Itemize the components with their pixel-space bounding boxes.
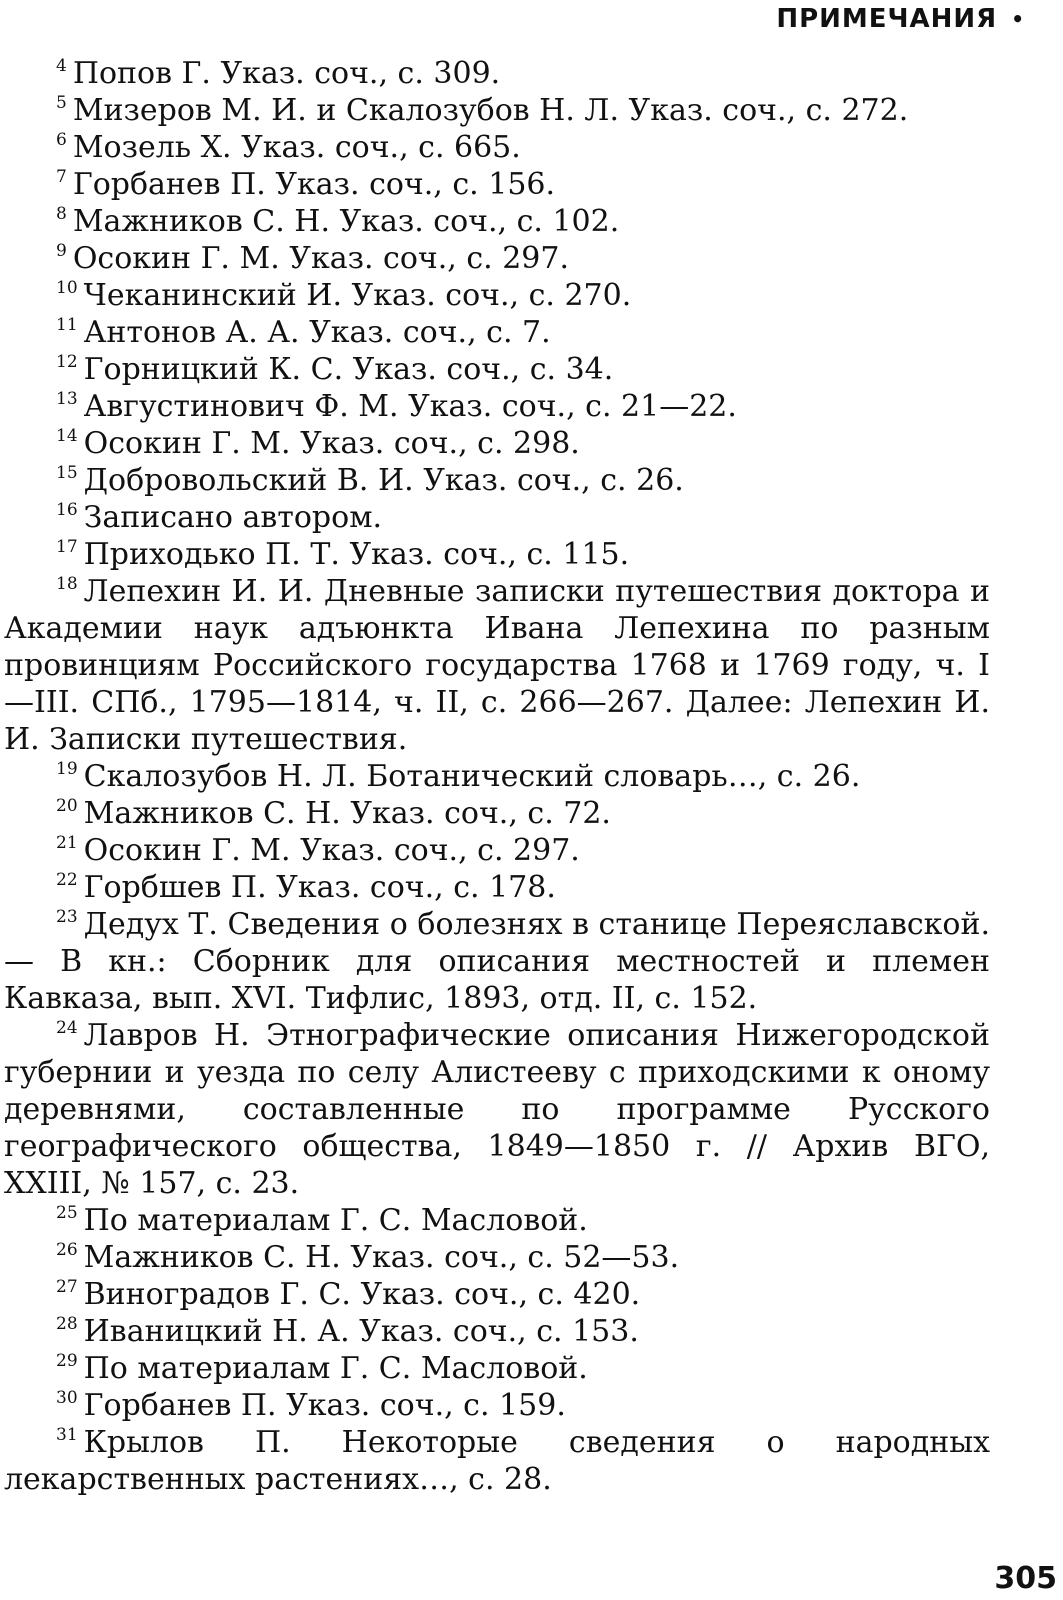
endnote-number: 29 bbox=[56, 1351, 78, 1371]
endnote-number: 21 bbox=[56, 833, 78, 853]
endnote-number: 25 bbox=[56, 1203, 78, 1223]
endnote bbox=[4, 869, 990, 906]
endnote-number: 14 bbox=[56, 426, 78, 446]
endnote-number: 28 bbox=[56, 1314, 78, 1334]
endnote bbox=[4, 536, 990, 573]
endnote bbox=[4, 166, 990, 203]
endnote-text: По материалам Г. С. Масловой. bbox=[83, 1351, 588, 1386]
endnote bbox=[4, 351, 990, 388]
endnote-number: 18 bbox=[56, 574, 78, 594]
endnote-number: 24 bbox=[56, 1018, 78, 1038]
endnote-number: 9 bbox=[56, 241, 67, 261]
endnote bbox=[4, 277, 990, 314]
endnote-number: 7 bbox=[56, 167, 67, 187]
endnote-number: 31 bbox=[56, 1425, 78, 1445]
endnote bbox=[4, 425, 990, 462]
endnote-text: Мажников С. Н. Указ. соч., с. 72. bbox=[83, 796, 611, 831]
endnote-text: Иваницкий Н. А. Указ. соч., с. 153. bbox=[83, 1314, 639, 1349]
endnote-number: 27 bbox=[56, 1277, 78, 1297]
endnote bbox=[4, 314, 990, 351]
endnote-text: Осокин Г. М. Указ. соч., с. 297. bbox=[83, 833, 580, 868]
endnote-number: 23 bbox=[56, 907, 78, 927]
endnote bbox=[4, 240, 990, 277]
endnote-text: Лепехин И. И. Дневные записки путешествия доктора и Академии наук адъюнкта Ивана Лепехина по разным провинциям Российского государства 1768 и 1769 году, ч. I—III. СПб., 1795—1814, ч. II, с. 266—267. Далее: Лепехин И. И. Записки путешествия. bbox=[4, 574, 990, 757]
endnote bbox=[4, 388, 990, 425]
endnote bbox=[4, 203, 990, 240]
endnote bbox=[4, 758, 990, 795]
endnote-number: 4 bbox=[56, 56, 67, 76]
endnote-number: 19 bbox=[56, 759, 78, 779]
endnote bbox=[4, 1276, 990, 1313]
endnote bbox=[4, 499, 990, 536]
endnote-text: Горбшев П. Указ. соч., с. 178. bbox=[83, 870, 556, 905]
endnote-text: Виноградов Г. С. Указ. соч., с. 420. bbox=[83, 1277, 641, 1312]
endnote-text: Добровольский В. И. Указ. соч., с. 26. bbox=[83, 463, 684, 498]
endnote bbox=[4, 906, 990, 1017]
endnote-text: Мизеров М. И. и Скалозубов Н. Л. Указ. соч., с. 272. bbox=[72, 93, 909, 128]
endnote-number: 5 bbox=[56, 93, 67, 113]
endnote-text: Крылов П. Некоторые сведения о народных лекарственных растениях…, с. 28. bbox=[4, 1425, 990, 1497]
endnote-text: Лавров Н. Этнографические описания Нижегородской губернии и уезда по селу Алистееву с приходскими к оному деревнями, составленные по программе Русского географического общества, 1849—1850 г. // Архив ВГО, XXIII, № 157, с. 23. bbox=[4, 1018, 990, 1201]
endnote-number: 13 bbox=[56, 389, 78, 409]
endnote-text: Мажников С. Н. Указ. соч., с. 102. bbox=[72, 204, 620, 239]
endnote bbox=[4, 1202, 990, 1239]
endnote-text: Горницкий К. С. Указ. соч., с. 34. bbox=[83, 352, 614, 387]
endnote-text: Горбанев П. Указ. соч., с. 156. bbox=[72, 167, 556, 202]
running-head bbox=[776, 4, 1025, 34]
endnote bbox=[4, 1424, 990, 1498]
endnote-text: Осокин Г. М. Указ. соч., с. 297. bbox=[72, 241, 570, 276]
endnote-text: Записано автором. bbox=[83, 500, 383, 535]
endnote-text: Антонов А. А. Указ. соч., с. 7. bbox=[83, 315, 551, 350]
endnote-text: Попов Г. Указ. соч., с. 309. bbox=[72, 56, 501, 91]
endnote-text: Дедух Т. Сведения о болезнях в станице Переяславской. — В кн.: Сборник для описания местностей и племен Кавказа, вып. XVI. Тифлис, 1893, отд. II, с. 152. bbox=[4, 907, 990, 1016]
endnote-text: Приходько П. Т. Указ. соч., с. 115. bbox=[83, 537, 630, 572]
endnote-number: 22 bbox=[56, 870, 78, 890]
endnote-number: 26 bbox=[56, 1240, 78, 1260]
endnote bbox=[4, 1387, 990, 1424]
endnote bbox=[4, 1239, 990, 1276]
endnote-number: 8 bbox=[56, 204, 67, 224]
endnote bbox=[4, 129, 990, 166]
endnote-text: Горбанев П. Указ. соч., с. 159. bbox=[83, 1388, 566, 1423]
bullet-glyph: • bbox=[1011, 7, 1025, 31]
endnote bbox=[4, 92, 990, 129]
endnote-number: 6 bbox=[56, 130, 67, 150]
endnote bbox=[4, 1313, 990, 1350]
endnote-text: Августинович Ф. М. Указ. соч., с. 21—22. bbox=[83, 389, 737, 424]
endnote-number: 12 bbox=[56, 352, 78, 372]
endnote-text: По материалам Г. С. Масловой. bbox=[83, 1203, 588, 1238]
endnote-number: 17 bbox=[56, 537, 78, 557]
endnote-text: Осокин Г. М. Указ. соч., с. 298. bbox=[83, 426, 580, 461]
endnote-text: Чеканинский И. Указ. соч., с. 270. bbox=[83, 278, 632, 313]
endnote-text: Мажников С. Н. Указ. соч., с. 52—53. bbox=[83, 1240, 680, 1275]
endnote-number: 16 bbox=[56, 500, 78, 520]
endnote-text: Мозель Х. Указ. соч., с. 665. bbox=[72, 130, 521, 165]
endnote bbox=[4, 832, 990, 869]
endnote-number: 11 bbox=[56, 315, 78, 335]
endnote bbox=[4, 573, 990, 758]
endnote-text: Скалозубов Н. Л. Ботанический словарь…, с. 26. bbox=[83, 759, 861, 794]
endnotes-list bbox=[4, 55, 990, 1498]
endnote-number: 15 bbox=[56, 463, 78, 483]
endnote-number: 30 bbox=[56, 1388, 78, 1408]
endnote-number: 20 bbox=[56, 796, 78, 816]
page-number: 305 bbox=[994, 1561, 1057, 1596]
endnote bbox=[4, 1350, 990, 1387]
endnote bbox=[4, 55, 990, 92]
endnote bbox=[4, 795, 990, 832]
running-title: ПРИМЕЧАНИЯ bbox=[776, 4, 998, 34]
endnote bbox=[4, 462, 990, 499]
endnote bbox=[4, 1017, 990, 1202]
endnote-number: 10 bbox=[56, 278, 78, 298]
